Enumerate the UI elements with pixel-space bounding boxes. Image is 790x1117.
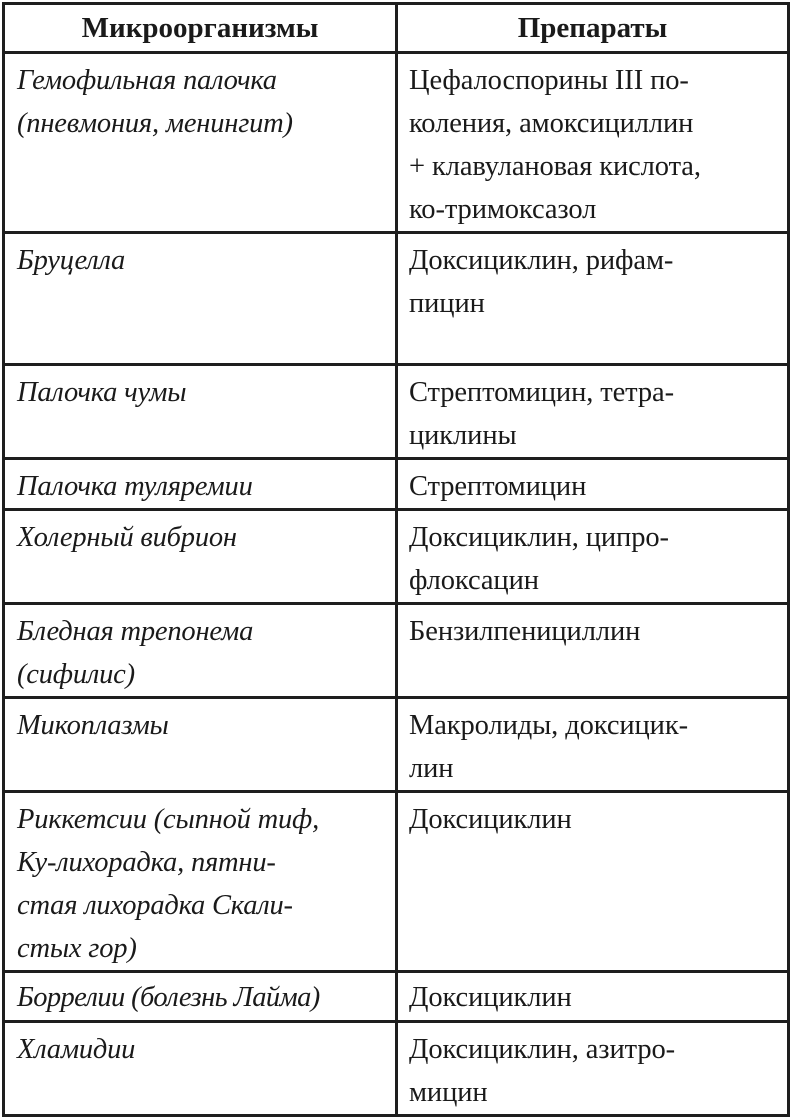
organism-line: (пневмония, менингит) <box>17 108 293 139</box>
organism-line: Палочка чумы <box>17 377 187 408</box>
organism-line: Микоплазмы <box>17 710 169 741</box>
table-row <box>4 365 789 459</box>
drugs-line: ко-тримоксазол <box>409 194 597 225</box>
table-row <box>4 972 789 1022</box>
header-microorganisms: Микроорганизмы <box>4 4 397 53</box>
organism-line: Бледная трепонема <box>17 616 254 647</box>
drugs-line: коления, амоксициллин <box>409 108 694 139</box>
drugs-line: Доксициклин, азитро- <box>409 1034 676 1065</box>
organism-line: Палочка туляремии <box>17 471 253 502</box>
drugs-cell <box>397 510 789 604</box>
drugs-cell <box>397 604 789 698</box>
organism-line: Боррелии (болезнь Лайма) <box>17 982 320 1013</box>
table-row <box>4 510 789 604</box>
drugs-line: Стрептомицин, тетра- <box>409 377 674 408</box>
drugs-line: Бензилпенициллин <box>409 616 641 647</box>
drugs-cell <box>397 972 789 1022</box>
drugs-cell <box>397 698 789 792</box>
table-row <box>4 53 789 233</box>
organism-line: стая лихорадка Скали- <box>17 890 293 921</box>
organism-cell <box>4 510 397 604</box>
drugs-line: Доксициклин <box>409 804 572 835</box>
organism-cell <box>4 792 397 972</box>
drugs-line: + клавулановая кислота, <box>409 151 701 182</box>
header-row <box>4 4 789 53</box>
organism-line: стых гор) <box>17 933 137 964</box>
drugs-line: флоксацин <box>409 565 539 596</box>
table-row <box>4 233 789 365</box>
organism-line: Холерный вибрион <box>17 522 237 553</box>
drugs-cell <box>397 459 789 510</box>
drugs-line: Доксициклин <box>409 982 572 1013</box>
organism-cell <box>4 972 397 1022</box>
drugs-line: Доксициклин, рифам- <box>409 245 674 276</box>
drugs-cell <box>397 792 789 972</box>
organism-cell <box>4 459 397 510</box>
header-drugs: Препараты <box>397 4 789 53</box>
organism-cell <box>4 233 397 365</box>
drugs-line: мицин <box>409 1077 488 1108</box>
organism-cell <box>4 1022 397 1116</box>
organism-line: Риккетсии (сыпной тиф, <box>17 804 319 835</box>
table-row <box>4 1022 789 1116</box>
drugs-cell <box>397 1022 789 1116</box>
organism-line: (сифилис) <box>17 659 135 690</box>
table-row <box>4 792 789 972</box>
organism-cell <box>4 604 397 698</box>
drugs-line: пицин <box>409 288 485 319</box>
organism-line: Ку-лихорадка, пятни- <box>17 847 276 878</box>
table-row <box>4 698 789 792</box>
antibiotics-table <box>2 2 790 1117</box>
organism-cell <box>4 365 397 459</box>
organism-line: Гемофильная палочка <box>17 65 277 96</box>
organism-line: Хламидии <box>17 1034 136 1065</box>
organism-cell <box>4 53 397 233</box>
organism-cell <box>4 698 397 792</box>
drugs-line: Макролиды, доксицик- <box>409 710 688 741</box>
drugs-cell <box>397 233 789 365</box>
drugs-line: Цефалоспорины III по- <box>409 65 689 96</box>
table-row <box>4 459 789 510</box>
drugs-line: лин <box>409 753 454 784</box>
table-row <box>4 604 789 698</box>
drugs-line: циклины <box>409 420 517 451</box>
drugs-line: Стрептомицин <box>409 471 587 502</box>
organism-line: Бруцелла <box>17 245 126 276</box>
drugs-line: Доксициклин, ципро- <box>409 522 669 553</box>
drugs-cell <box>397 365 789 459</box>
drugs-cell <box>397 53 789 233</box>
